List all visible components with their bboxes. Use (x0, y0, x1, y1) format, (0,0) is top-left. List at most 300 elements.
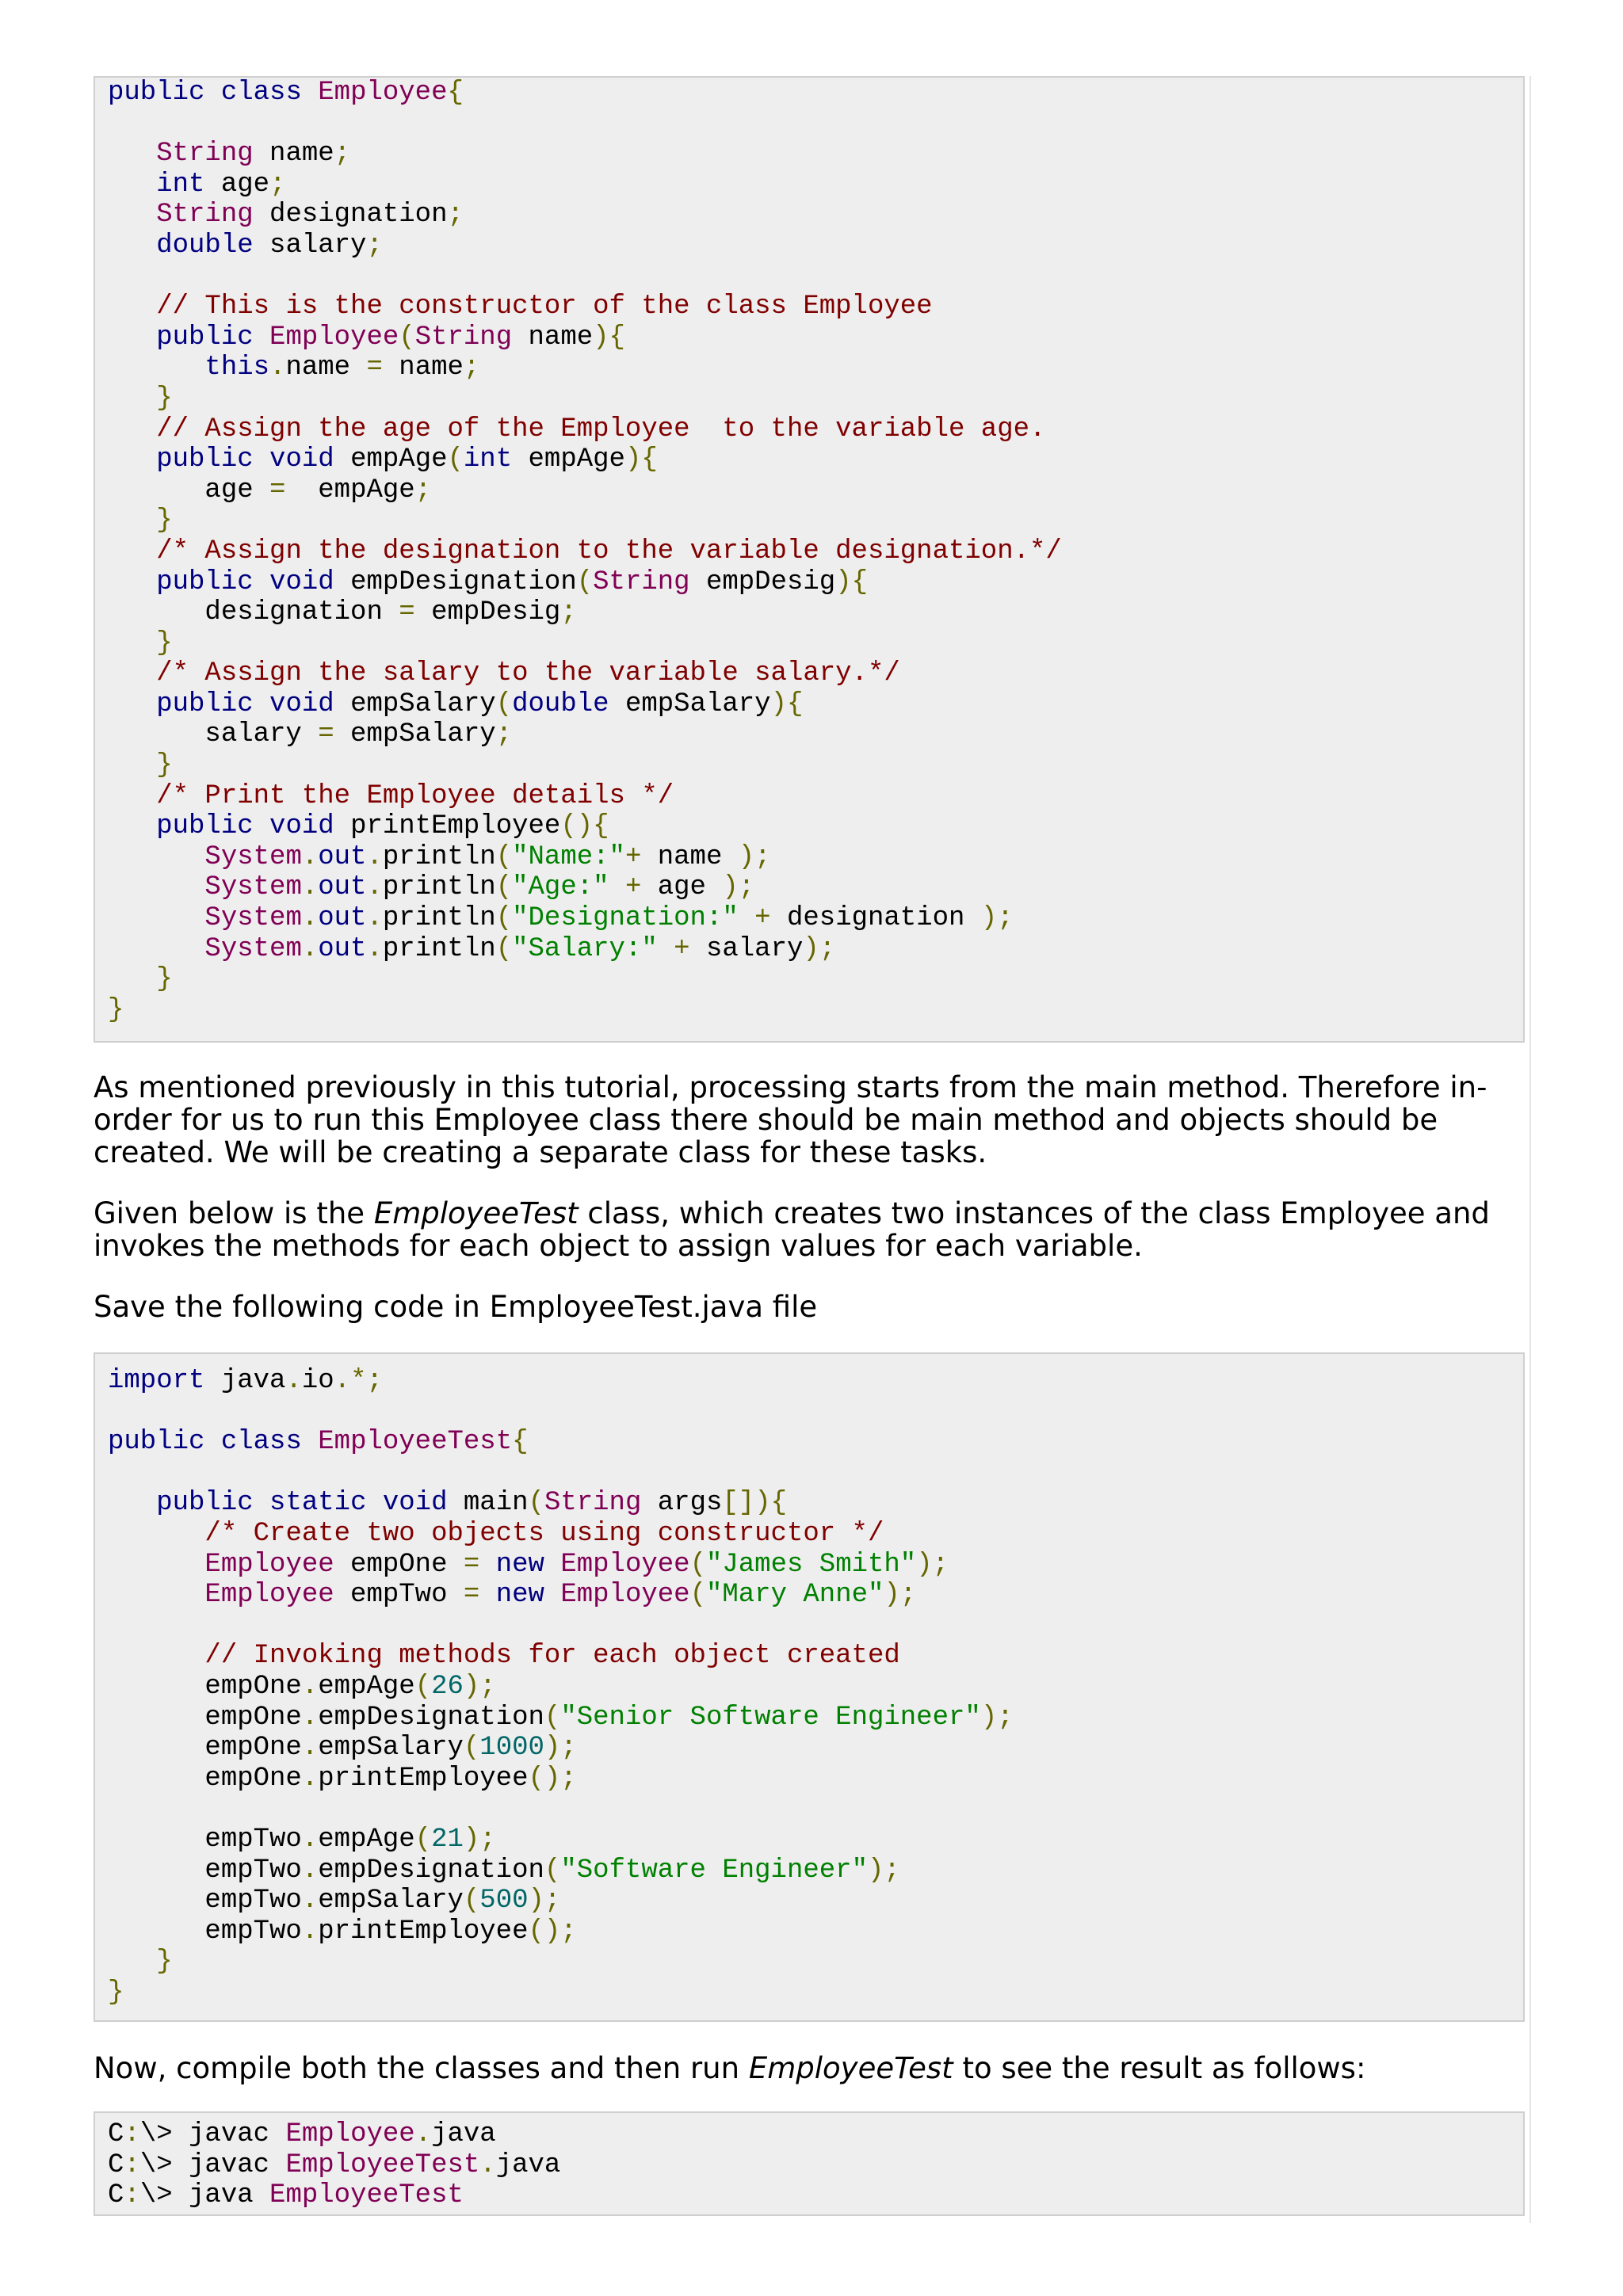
code-line (108, 414, 1510, 445)
code-token: empAge (285, 475, 415, 505)
code-line (108, 842, 1510, 873)
code-token: } (156, 964, 173, 995)
code-token: . (301, 872, 319, 903)
code-token (254, 1488, 269, 1518)
code-token: empDesignation (318, 1855, 544, 1886)
code-token: ( (544, 1855, 561, 1886)
code-token (366, 1488, 382, 1518)
code-token: args (641, 1488, 723, 1519)
code-token: System (204, 903, 302, 934)
code-line (108, 1580, 1510, 1611)
code-token: ( (495, 933, 513, 964)
code-line (108, 2150, 1510, 2181)
code-line (108, 1611, 1510, 1642)
code-token (108, 750, 156, 780)
code-line (108, 1794, 1510, 1825)
code-token: . (301, 1702, 319, 1733)
code-token (108, 1947, 156, 1977)
code-token: String (156, 139, 254, 170)
code-token: ; (495, 719, 513, 750)
code-token: salary (253, 230, 367, 261)
code-token (108, 231, 156, 261)
code-token: void (269, 566, 334, 597)
code-token: . (366, 872, 383, 903)
code-token: ){ (835, 566, 869, 597)
code-token (108, 781, 156, 811)
code-token: \> javac (139, 2149, 286, 2180)
code-token: Employee (204, 1549, 334, 1580)
code-token (108, 1641, 204, 1671)
code-token: empOne (334, 1549, 464, 1580)
code-token (479, 1580, 495, 1610)
code-line (108, 78, 1510, 109)
code-token: String (414, 322, 513, 353)
code-token: empTwo (108, 1886, 302, 1917)
code-token: empOne (108, 1671, 302, 1702)
code-listing (108, 1354, 1510, 2008)
code-token (108, 872, 204, 902)
code-token: println (382, 872, 496, 903)
code-token: io (301, 1366, 334, 1396)
code-line (108, 628, 1510, 659)
code-token: (); (528, 1916, 577, 1947)
code-token: public (108, 1427, 205, 1458)
code-line (108, 1733, 1510, 1764)
code-line (108, 811, 1510, 842)
code-token: (){ (560, 811, 609, 842)
code-token: 26 (431, 1671, 464, 1702)
code-token (108, 567, 156, 597)
code-token: import (108, 1366, 205, 1396)
code-line (108, 1672, 1510, 1703)
code-token: ); (722, 872, 755, 903)
code-line (108, 1825, 1510, 1855)
code-token: out (318, 933, 367, 964)
code-block-employeetest (94, 1352, 1525, 2022)
code-token: . (414, 2119, 432, 2149)
code-token: empSalary (334, 719, 496, 750)
code-token: : (124, 2149, 140, 2180)
code-token: "Name:" (512, 841, 625, 872)
code-token (108, 658, 156, 688)
code-token (108, 383, 156, 414)
code-line (108, 1917, 1510, 1947)
code-token: name (382, 353, 464, 383)
code-token: . (301, 1733, 319, 1764)
code-token: // Invoking methods for each object created (204, 1641, 900, 1672)
code-line (108, 1397, 1510, 1428)
code-token (108, 139, 156, 169)
code-token: ( (447, 444, 464, 475)
code-token: empTwo (334, 1580, 464, 1611)
code-line (108, 1550, 1510, 1581)
code-token (254, 567, 269, 597)
class-name-emphasis: EmployeeTest (373, 1196, 579, 1230)
code-token: ( (414, 1671, 432, 1702)
code-token: println (382, 933, 496, 964)
code-token: printEmployee (318, 1916, 529, 1947)
code-token: { (512, 1427, 529, 1458)
code-token: java (204, 1366, 286, 1396)
code-line (108, 1886, 1510, 1917)
code-token: 500 (479, 1886, 529, 1917)
code-token: C (108, 2180, 124, 2211)
code-line (108, 658, 1510, 689)
code-token (302, 1427, 318, 1457)
code-token: void (269, 688, 334, 719)
code-token: = (269, 475, 286, 505)
code-token: empTwo (108, 1916, 302, 1947)
code-token: "Salary:" (512, 933, 658, 964)
code-line (108, 1764, 1510, 1794)
code-token: { (447, 78, 464, 108)
code-token: age (108, 475, 270, 505)
code-token: salary (689, 933, 804, 964)
code-token: empSalary (609, 688, 771, 719)
code-token (204, 78, 220, 108)
code-token (108, 903, 204, 933)
code-token: ; (334, 139, 351, 170)
code-token: ( (689, 1549, 706, 1580)
code-line (108, 719, 1510, 750)
paragraph-intro: As mentioned previously in this tutorial, processing starts from the main method. Therefore in-order for us to run this Employee class there should be main method and objects should be created. We will be creating a separate class for these tasks. (94, 1070, 1487, 1169)
code-line (108, 1855, 1510, 1886)
code-token: /* Create two objects using constructor */ (204, 1518, 884, 1549)
code-token: "Mary Anne" (705, 1580, 884, 1611)
code-token: public (156, 566, 254, 597)
code-line (108, 1947, 1510, 1978)
code-line (108, 536, 1510, 567)
code-line (108, 964, 1510, 995)
code-line (108, 1978, 1510, 2008)
code-token: void (382, 1488, 448, 1519)
code-token: + (624, 841, 642, 872)
text-run: class, which creates two instances of the class Employee and invokes the methods for each object to assign values for each variable. (94, 1196, 1490, 1263)
code-token: + (674, 933, 690, 964)
code-token (108, 536, 156, 566)
code-token (108, 444, 156, 475)
code-token: ); (916, 1549, 949, 1580)
code-token: \> java (139, 2180, 270, 2211)
class-name-emphasis: EmployeeTest (748, 2051, 953, 2085)
code-token (544, 1550, 560, 1580)
code-token: ( (414, 1824, 432, 1855)
code-token (108, 200, 156, 230)
text-run: to see the result as follows: (953, 2051, 1366, 2085)
code-line (108, 1519, 1510, 1550)
code-token: } (156, 505, 173, 536)
code-token: name (512, 322, 594, 353)
code-token: . (301, 933, 319, 964)
code-token: EmployeeTest (269, 2180, 464, 2211)
code-token: out (318, 841, 367, 872)
code-token: } (156, 383, 173, 414)
code-token: } (156, 1947, 173, 1978)
code-token: = (463, 1580, 480, 1611)
code-token: empDesig (414, 597, 561, 628)
code-token: "Designation:" (512, 903, 739, 934)
code-token: = (366, 353, 383, 383)
code-token: String (156, 200, 254, 231)
code-token: out (318, 903, 367, 934)
code-token (254, 689, 269, 719)
code-token: []){ (722, 1488, 788, 1519)
code-token: int (156, 169, 205, 200)
code-token: java (431, 2119, 496, 2149)
code-token: main (447, 1488, 529, 1519)
code-token: void (269, 444, 334, 475)
code-token: empOne (108, 1763, 302, 1794)
code-token: System (204, 872, 302, 903)
code-line (108, 231, 1510, 261)
code-token: + (754, 903, 771, 934)
code-token (108, 322, 156, 353)
code-token: . (301, 1824, 319, 1855)
code-token: empAge (318, 1824, 415, 1855)
code-token: . (366, 903, 383, 934)
code-token: } (108, 994, 124, 1025)
code-token (108, 1488, 156, 1518)
code-token: class (220, 78, 302, 108)
code-token: = (318, 719, 334, 750)
code-token: new (495, 1580, 544, 1611)
code-token: ( (495, 841, 513, 872)
code-token: ); (738, 841, 771, 872)
code-token: ); (528, 1886, 561, 1917)
code-line (108, 109, 1510, 139)
text-run: Now, compile both the classes and then run (94, 2051, 749, 2085)
code-token (108, 505, 156, 536)
code-token: ); (463, 1824, 496, 1855)
code-token: ( (495, 872, 513, 903)
code-token (254, 444, 269, 475)
code-token: System (204, 933, 302, 964)
code-token: "Age:" (512, 872, 609, 903)
code-token: public (108, 78, 205, 108)
code-token: empOne (108, 1702, 302, 1733)
code-token (302, 78, 318, 108)
code-line (108, 322, 1510, 353)
code-token (108, 842, 204, 872)
code-token: class (220, 1427, 302, 1458)
code-token: // This is the constructor of the class Employee (156, 292, 933, 322)
code-token: . (301, 1855, 319, 1886)
code-token: empSalary (318, 1886, 464, 1917)
code-token: C (108, 2119, 124, 2149)
code-token: . (301, 903, 319, 934)
code-line (108, 995, 1510, 1026)
code-line (108, 781, 1510, 812)
code-token: public (156, 688, 254, 719)
code-token: ); (463, 1671, 496, 1702)
code-token: Employee (269, 322, 399, 353)
code-token: ( (463, 1733, 480, 1764)
code-token: designation (108, 597, 399, 628)
code-token: = (463, 1549, 480, 1580)
code-token: String (593, 566, 690, 597)
code-token: . (366, 841, 383, 872)
code-token (254, 811, 269, 841)
code-token: ); (980, 903, 1014, 934)
code-token: empSalary (334, 688, 496, 719)
code-line (108, 261, 1510, 292)
code-token: ); (867, 1855, 900, 1886)
code-token: ; (414, 475, 432, 505)
code-token: ( (463, 1886, 480, 1917)
code-line (108, 444, 1510, 475)
code-line (108, 475, 1510, 506)
code-block-commands (94, 2111, 1525, 2216)
code-token: Employee (285, 2119, 415, 2149)
code-token (108, 292, 156, 322)
code-token: new (495, 1549, 544, 1580)
code-token: . (301, 1916, 319, 1947)
code-token: : (124, 2180, 140, 2211)
code-token: ); (544, 1733, 577, 1764)
code-token: String (544, 1488, 642, 1519)
code-token: .*; (334, 1366, 383, 1396)
code-line (108, 139, 1510, 170)
code-token: public (156, 322, 254, 353)
code-line (108, 505, 1510, 536)
code-token: } (156, 627, 173, 658)
code-token: public (156, 444, 254, 475)
code-line (108, 872, 1510, 903)
code-line (108, 2180, 1510, 2211)
code-token: ( (576, 566, 594, 597)
code-token: age (204, 169, 270, 200)
code-token: . (269, 353, 286, 383)
code-token: . (301, 841, 319, 872)
code-token: ( (495, 688, 513, 719)
code-token: } (108, 1977, 124, 2008)
code-token (254, 322, 269, 353)
code-token: empTwo (108, 1824, 302, 1855)
code-token: Employee (204, 1580, 334, 1611)
code-token (108, 414, 156, 444)
code-token: empDesig (689, 566, 836, 597)
code-token: EmployeeTest (318, 1427, 513, 1458)
code-token: empAge (334, 444, 448, 475)
code-token: ( (528, 1488, 544, 1519)
code-token: name (641, 841, 739, 872)
code-token: /* Assign the designation to the variable designation.*/ (156, 536, 1062, 566)
code-token: . (301, 1886, 319, 1917)
code-token (739, 903, 754, 933)
paragraph-save-note: Save the following code in EmployeeTest.java file (94, 1290, 818, 1324)
code-token: empOne (108, 1733, 302, 1764)
code-block-employee (94, 76, 1525, 1043)
code-token: ( (544, 1702, 561, 1733)
code-token: ( (495, 903, 513, 934)
code-listing (108, 78, 1510, 1025)
code-token: name (285, 353, 367, 383)
code-line (108, 567, 1510, 598)
code-token: this (204, 353, 270, 383)
code-line (108, 1427, 1510, 1458)
code-line (108, 1366, 1510, 1397)
code-token: ){ (770, 688, 804, 719)
code-token: empTwo (108, 1855, 302, 1886)
code-token: printEmployee (318, 1763, 529, 1794)
code-token: (); (528, 1763, 577, 1794)
code-token: } (156, 750, 173, 781)
code-token: empDesignation (318, 1702, 544, 1733)
code-token (108, 170, 156, 200)
code-line (108, 689, 1510, 720)
code-token: double (156, 230, 254, 261)
code-token: "Senior Software Engineer" (560, 1702, 981, 1733)
code-token: : (124, 2119, 140, 2149)
code-token: "Software Engineer" (560, 1855, 868, 1886)
code-token: designation (253, 200, 448, 231)
text-run: Given below is the (94, 1196, 374, 1230)
code-token (108, 1519, 204, 1549)
code-token: 1000 (479, 1733, 544, 1764)
code-token: ); (884, 1580, 917, 1611)
code-token: empDesignation (334, 566, 577, 597)
code-token: Employee (560, 1549, 690, 1580)
code-token: out (318, 872, 367, 903)
code-line (108, 1488, 1510, 1519)
code-token: Employee (560, 1580, 690, 1611)
code-token: ; (366, 230, 383, 261)
code-token (108, 689, 156, 719)
code-token: System (204, 841, 302, 872)
code-token: public (156, 811, 254, 842)
code-token: ( (689, 1580, 706, 1611)
code-token: salary (108, 719, 319, 750)
code-token (108, 628, 156, 658)
code-token: . (285, 1366, 302, 1396)
code-token: . (301, 1763, 319, 1794)
code-token: ); (980, 1702, 1014, 1733)
code-token: \> javac (139, 2119, 286, 2149)
code-token: age (641, 872, 723, 903)
code-line (108, 1641, 1510, 1672)
code-token: ); (803, 933, 836, 964)
code-token: ; (463, 353, 480, 383)
code-token (544, 1580, 560, 1610)
code-token (108, 811, 156, 841)
code-token (204, 1427, 220, 1457)
code-token: static (269, 1488, 367, 1519)
code-token (609, 872, 625, 902)
code-token (658, 934, 674, 964)
paragraph-employeetest-desc (94, 1197, 1525, 1262)
code-token: empAge (512, 444, 625, 475)
code-token: ( (399, 322, 415, 353)
code-line (108, 750, 1510, 781)
code-line (108, 934, 1510, 965)
code-token (108, 964, 156, 994)
code-token: void (269, 811, 334, 842)
code-token: println (382, 903, 496, 934)
code-token: . (479, 2149, 496, 2180)
code-token: + (624, 872, 642, 903)
code-line (108, 353, 1510, 383)
code-token (108, 1550, 204, 1580)
code-token: = (399, 597, 415, 628)
code-token: printEmployee (334, 811, 561, 842)
code-token: C (108, 2149, 124, 2180)
code-token: // Assign the age of the Employee to the variable age. (156, 414, 1046, 444)
code-token: designation (770, 903, 981, 934)
code-token: int (463, 444, 513, 475)
code-token: /* Print the Employee details */ (156, 780, 674, 811)
code-token: ; (447, 200, 464, 231)
code-line (108, 1458, 1510, 1489)
